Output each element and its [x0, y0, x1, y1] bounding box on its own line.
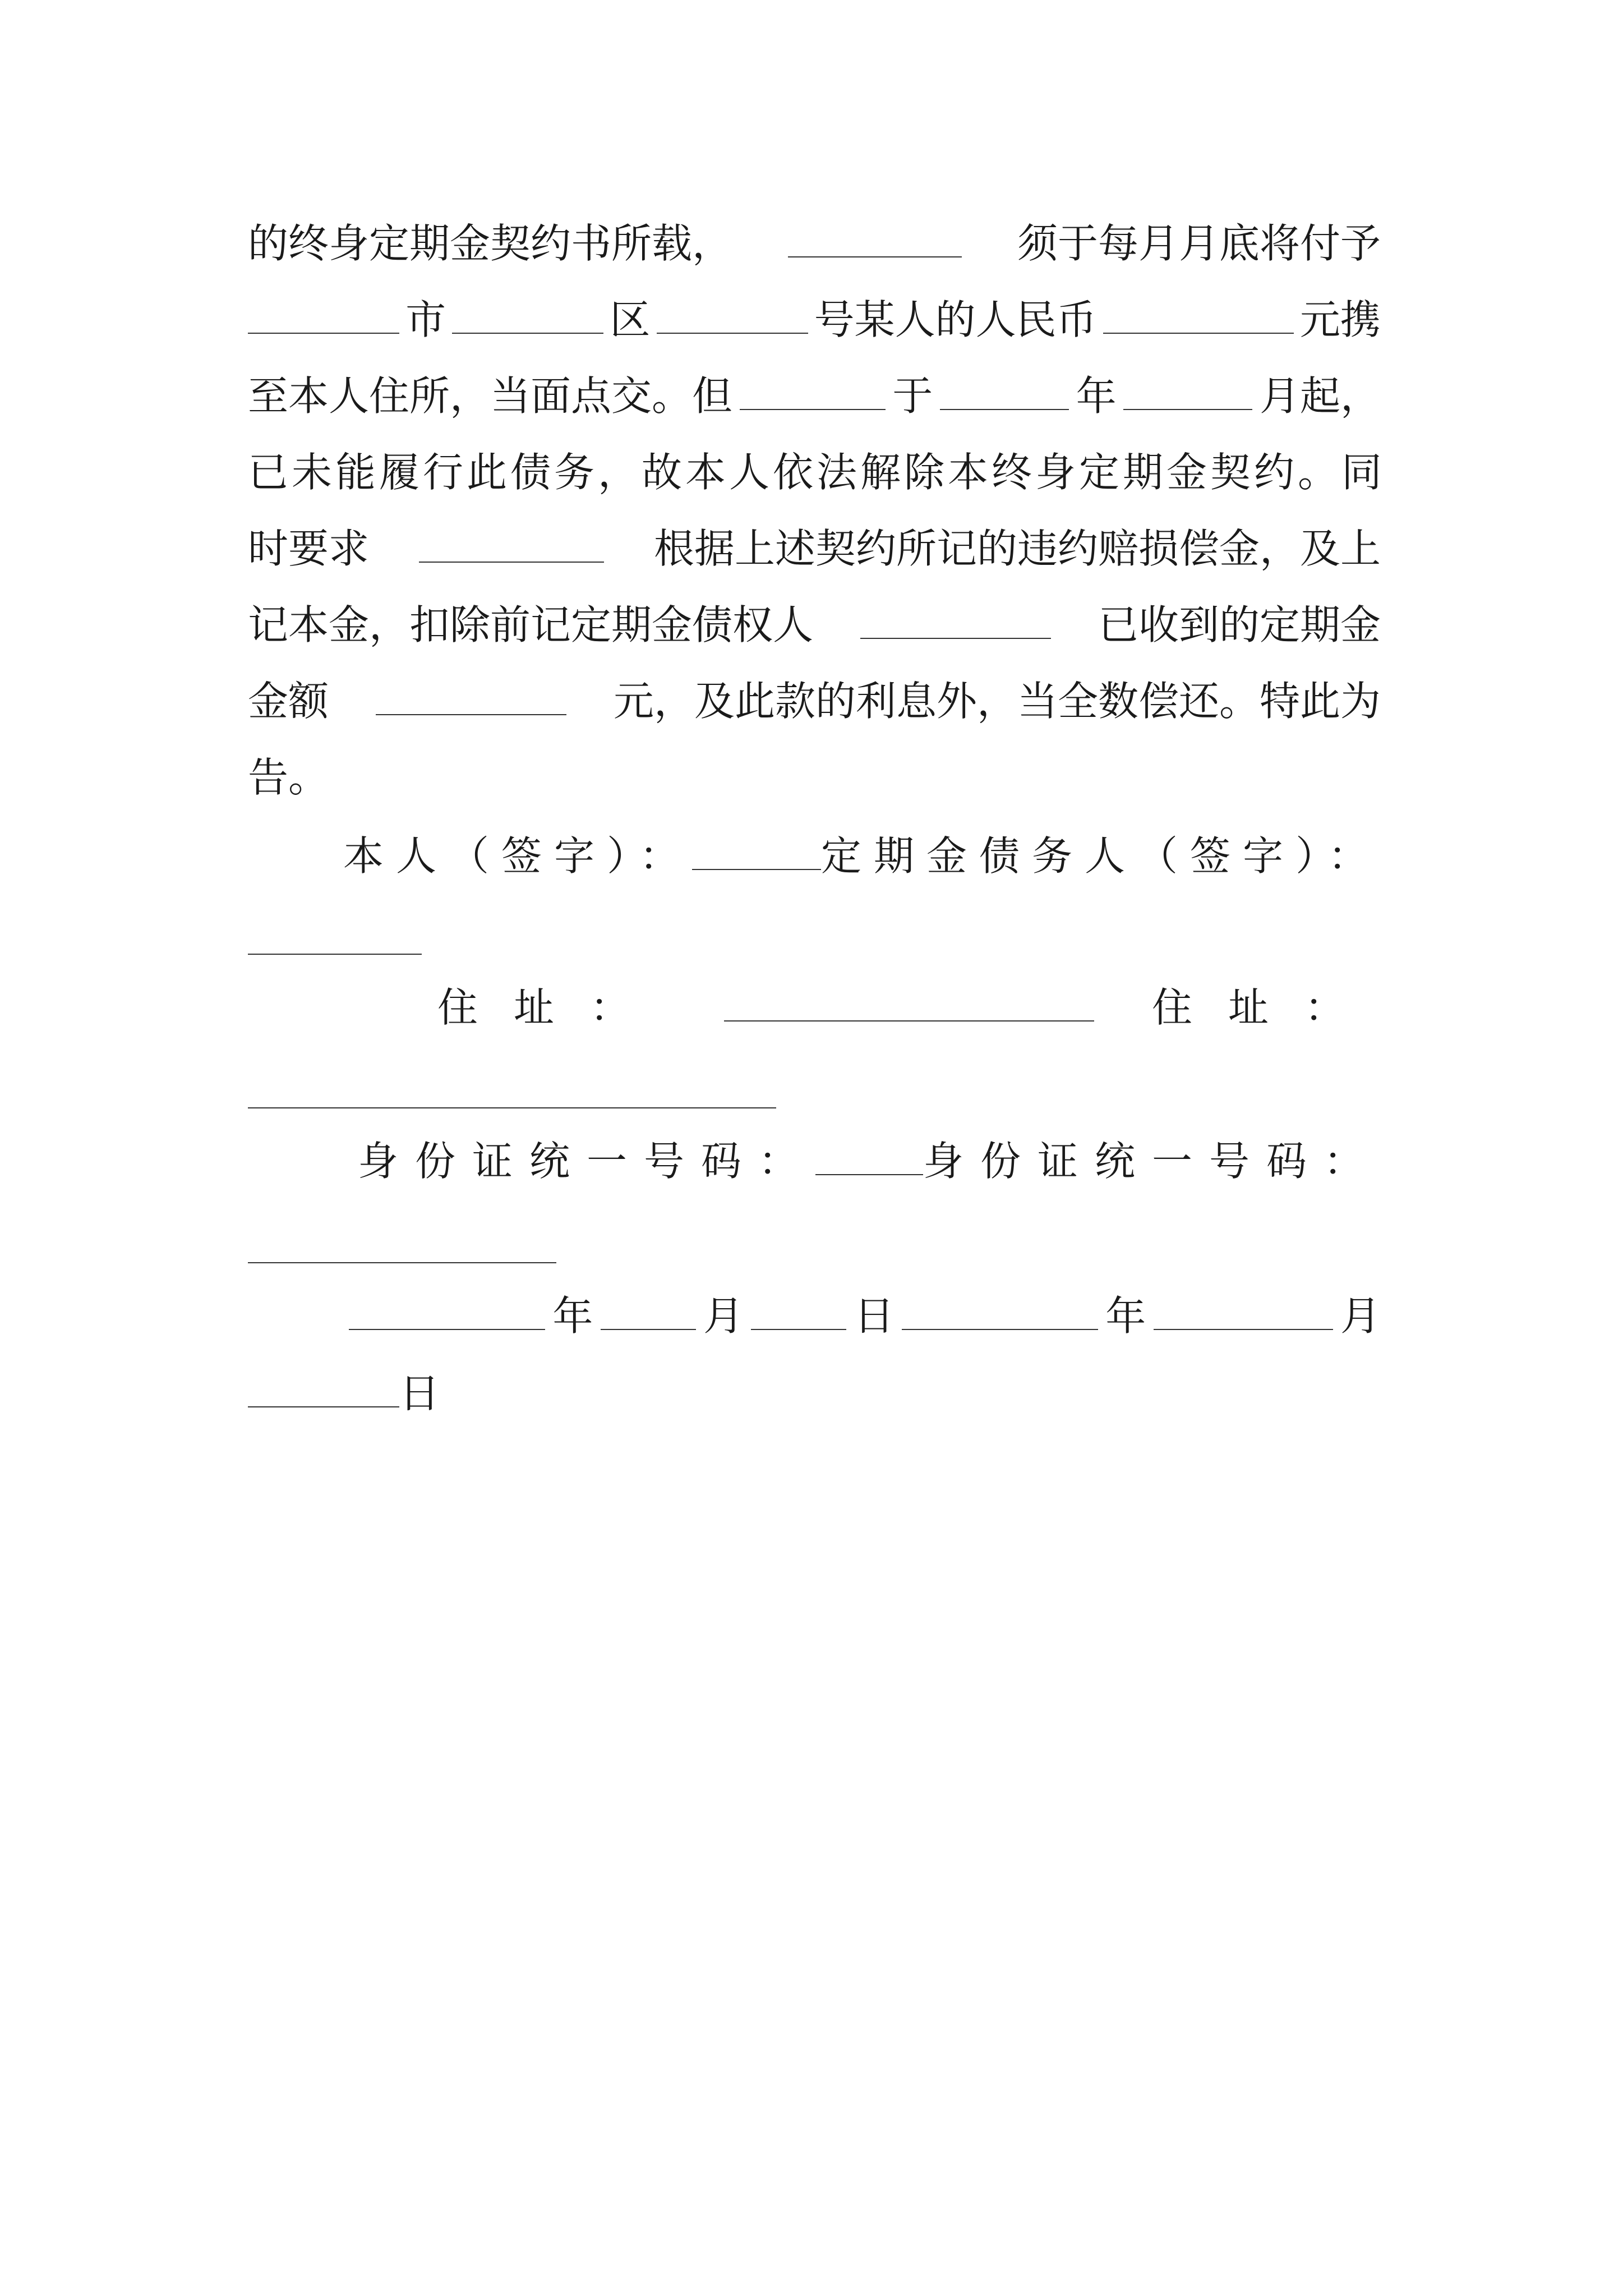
debtor-address-blank[interactable]	[248, 1107, 776, 1108]
self-id-blank[interactable]	[815, 1134, 923, 1175]
text-segment: 至本人住所，当面点交。但	[248, 372, 733, 420]
district-blank[interactable]	[452, 292, 603, 334]
year-label: 年	[552, 1292, 593, 1340]
debtor-id-blank[interactable]	[248, 1262, 556, 1263]
city-blank[interactable]	[248, 292, 399, 334]
date-row-continued	[248, 1360, 1381, 1427]
text-segment: 金额	[248, 678, 329, 725]
text-segment: 时要求	[248, 525, 370, 572]
text-segment: 根据上述契约所记的违约赔损偿金，及上	[653, 525, 1381, 572]
year-blank[interactable]	[940, 369, 1069, 410]
debtor-signature-label: 定期金债务人（签字）：	[820, 832, 1381, 880]
self-address-label: 住址：	[437, 984, 667, 1031]
text-segment: 记本金，扣除前记定期金债权人	[248, 601, 814, 648]
paragraph-line	[248, 439, 1386, 506]
paragraph-line	[248, 591, 1381, 659]
debtor-name-blank[interactable]	[740, 369, 886, 410]
day-label: 日	[854, 1292, 895, 1340]
text-segment: 已未能履行此债务，故本人依法解除本终身定期金契约。同	[248, 449, 1386, 496]
paragraph-line	[248, 668, 1381, 735]
text-segment: 元携	[1299, 296, 1381, 343]
number-blank[interactable]	[657, 292, 808, 334]
self-month-blank[interactable]	[601, 1289, 696, 1330]
text-segment: 已收到的定期金	[1098, 601, 1381, 648]
text-segment: 号某人的人民币	[814, 296, 1097, 343]
text-segment: 市	[405, 296, 446, 343]
text-segment: 于	[892, 372, 933, 420]
amount-blank[interactable]	[1103, 292, 1294, 334]
debtor-name-blank[interactable]	[419, 521, 604, 563]
debtor-name-blank[interactable]	[788, 216, 962, 257]
debtor-year-blank[interactable]	[902, 1289, 1098, 1330]
text-segment: 月起，	[1259, 372, 1381, 420]
self-id-label: 身份证统一号码：	[358, 1138, 816, 1185]
text-segment: 年	[1076, 372, 1117, 420]
year-label: 年	[1105, 1292, 1146, 1340]
paragraph-line	[248, 210, 1381, 277]
received-amount-blank[interactable]	[376, 674, 566, 715]
text-segment: 元，及此款的利息外，当全数偿还。特此为	[613, 678, 1381, 725]
debtor-signature-blank[interactable]	[248, 954, 422, 955]
text-segment: 须于每月月底将付予	[1017, 220, 1381, 267]
text-segment: 的终身定期金契约书所载，	[248, 220, 733, 267]
debtor-id-label: 身份证统一号码：	[923, 1138, 1381, 1185]
month-label: 月	[1340, 1292, 1381, 1340]
self-day-blank[interactable]	[751, 1289, 846, 1330]
paragraph-line	[248, 515, 1381, 582]
signature-row	[343, 822, 1381, 890]
self-year-blank[interactable]	[349, 1289, 545, 1330]
month-blank[interactable]	[1123, 369, 1252, 410]
text-segment: 区	[610, 296, 651, 343]
id-number-row	[358, 1128, 1381, 1195]
paragraph-line	[248, 362, 1381, 430]
paragraph-line	[248, 286, 1381, 353]
address-row	[437, 974, 1381, 1041]
self-signature-blank[interactable]	[692, 829, 821, 870]
text-segment: 告。	[248, 754, 329, 801]
debtor-month-blank[interactable]	[1154, 1289, 1333, 1330]
date-row	[349, 1282, 1381, 1350]
month-label: 月	[703, 1292, 744, 1340]
debtor-day-blank[interactable]	[248, 1366, 399, 1407]
self-signature-label: 本人（签字）：	[343, 832, 693, 880]
paragraph-line	[248, 744, 1381, 811]
debtor-address-label: 住址：	[1151, 984, 1381, 1031]
self-address-blank[interactable]	[724, 980, 1094, 1022]
creditor-name-blank[interactable]	[860, 597, 1051, 639]
day-label: 日	[399, 1370, 440, 1417]
